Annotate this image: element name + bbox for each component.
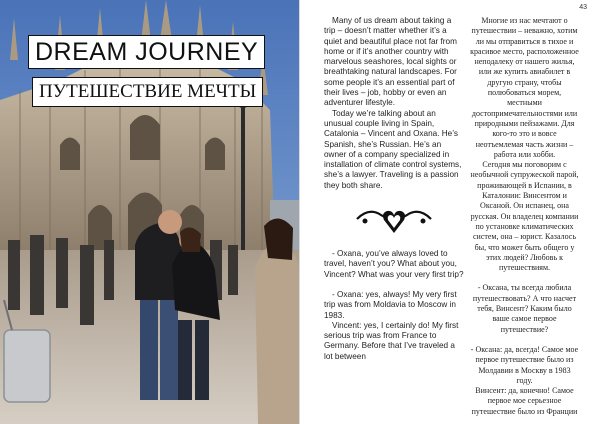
page-number: 43 bbox=[579, 4, 587, 11]
heart-ornament-icon bbox=[355, 201, 433, 237]
russian-paragraph: Винсент: да, конечно! Самое первое мое серьезное путешествие было из Франции bbox=[471, 386, 578, 416]
english-interview-paragraph: - Oxana, you’ve always loved to travel, haven’t you? What about you, Vincent? What was your very first trip? bbox=[324, 249, 464, 279]
left-page bbox=[0, 0, 299, 424]
english-interview-paragraph: Vincent: yes, I certainly do! My first serious trip was from France to Germany. Before that I’ve traveled a lot between bbox=[324, 320, 459, 361]
russian-paragraph: Сегодня мы поговорим с необычной супружеской парой, проживающей в Испании, в Каталонии: Винсентом и Оксаной. Он испанец, она русская. Он владелец компании по установке климатических систем, она – юрист. Казалось бы, что может быть общего у этих людей? Любовь к путешествиям. bbox=[470, 160, 579, 273]
title-english: DREAM JOURNEY bbox=[28, 35, 265, 69]
russian-paragraph: - Оксана: да, всегда! Самое мое первое путешествие было из Молдавии в Москву в 1983 году. bbox=[470, 344, 579, 385]
paragraph-gap bbox=[470, 335, 579, 345]
right-page bbox=[300, 0, 600, 424]
paragraph-gap bbox=[470, 273, 579, 283]
english-column bbox=[324, 16, 464, 362]
russian-paragraph: Многие из нас мечтают о путешествии – неважно, хотим ли мы отправиться в тихое и красивое место, расположенное неподалеку от нашего жилья, или же купить авиабилет в другую страну, чтобы полюбоваться морем, местными достопримечательностями или природными пейзажами. Для кого-то это и вовсе неотъемлемая часть жизни – работа или хобби. bbox=[470, 16, 579, 159]
english-intro-paragraph: Today we’re talking about an unusual couple living in Spain, Catalonia – Vincent and Oxana. He’s Spanish, she’s Russian. He’s an owner of a company specialized in installation of climate control systems, she’s a lawyer. Traveling is a passion they both share. bbox=[324, 108, 462, 190]
paragraph-gap bbox=[324, 280, 464, 290]
english-intro-paragraph: Many of us dream about taking a trip – doesn’t matter whether it’s a quiet and beautiful place not far from home or if it’s another country with marvelous seashores, local sights or breathtaking natural landscapes. For some people it’s an essential part of their lives – job, hobby or even an adventurer lifestyle. bbox=[324, 16, 457, 108]
english-interview-paragraph: - Oxana: yes, always! My very first trip was from Moldavia to Moscow in 1983. bbox=[324, 289, 457, 320]
russian-column bbox=[470, 16, 579, 417]
russian-paragraph: - Оксана, ты всегда любила путешествовать? А что насчет тебя, Винсент? Каким было ваше самое первое путешествие? bbox=[472, 283, 577, 334]
title-russian: ПУТЕШЕСТВИЕ МЕЧТЫ bbox=[32, 77, 263, 107]
